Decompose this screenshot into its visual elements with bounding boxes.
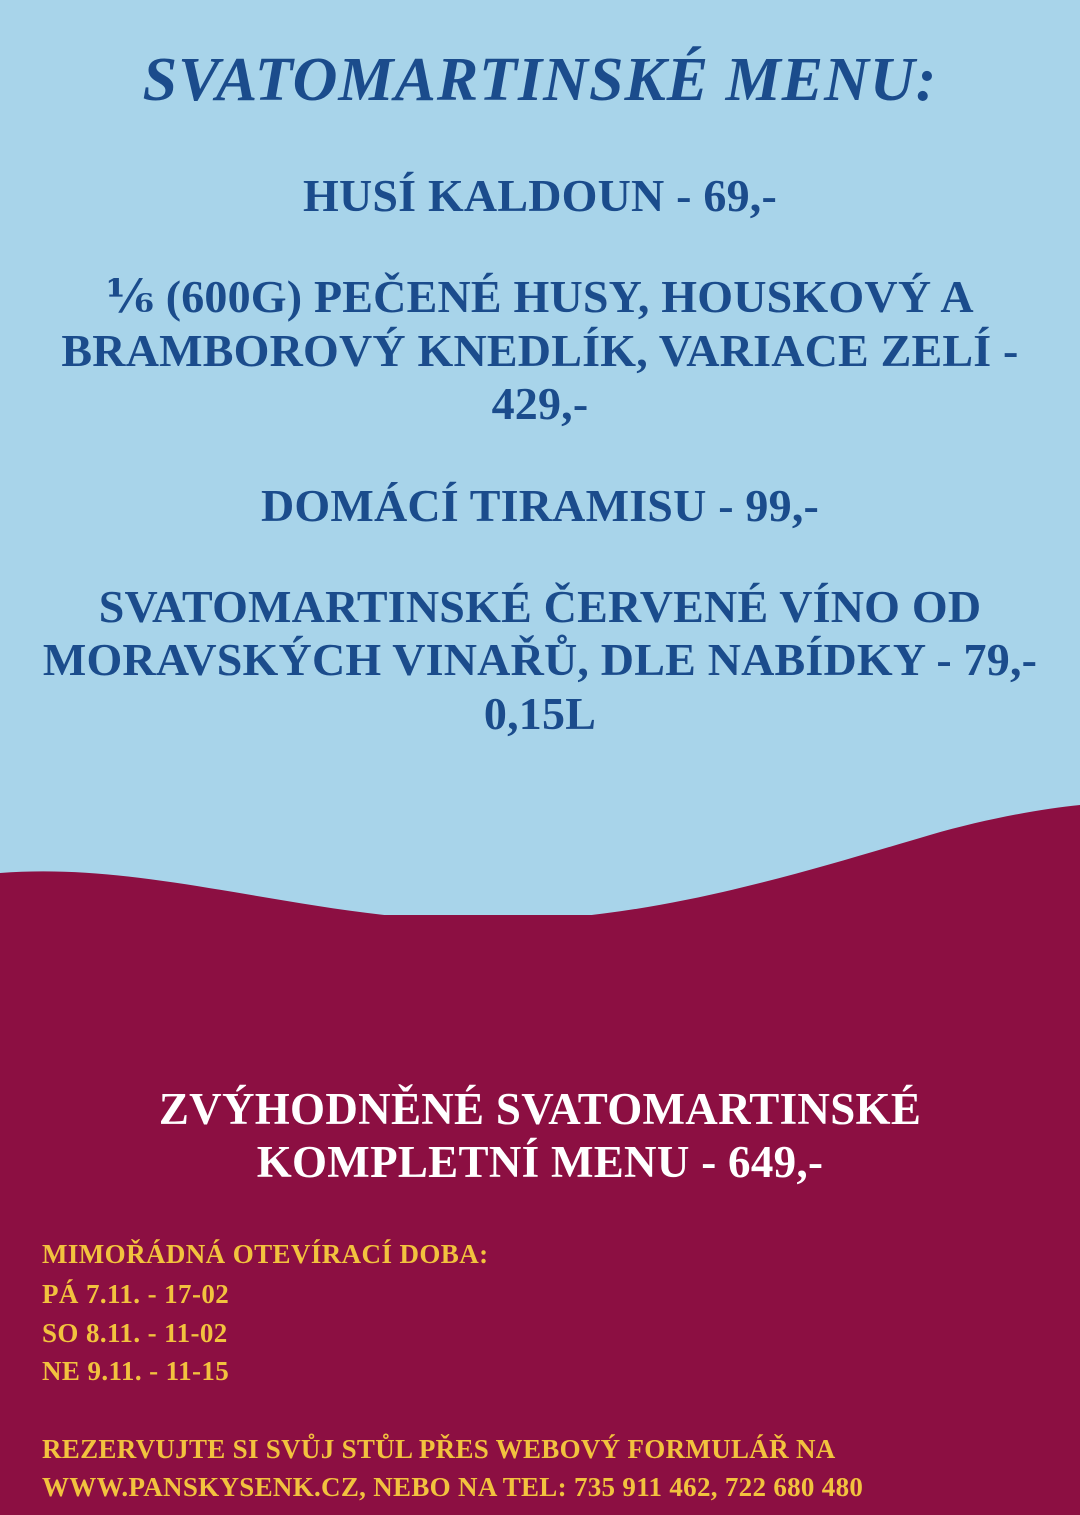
opening-hours-title: MIMOŘÁDNÁ OTEVÍRACÍ DOBA: (42, 1239, 489, 1269)
opening-hours-line-sunday: NE 9.11. - 11-15 (42, 1355, 230, 1386)
menu-item-wine: SVATOMARTINSKÉ ČERVENÉ VÍNO OD MORAVSKÝCH VINAŘŮ, DLE NABÍDKY - 79,- 0,15L (42, 580, 1038, 739)
opening-hours-line-saturday: SO 8.11. - 11-02 (42, 1317, 228, 1348)
info-section (0, 795, 1080, 1515)
menu-item-kaldoun: HUSÍ KALDOUN - 69,- (302, 170, 778, 222)
opening-hours (42, 1235, 489, 1390)
page-title: SVATOMARTINSKÉ MENU: (142, 46, 938, 114)
reservation-info (42, 1430, 1042, 1507)
menu-item-tiramisu: DOMÁCÍ TIRAMISU - 99,- (260, 479, 820, 531)
menu-item-goose: ⅙ (600G) PEČENÉ HUSY, HOUSKOVÝ A BRAMBOROVÝ KNEDLÍK, VARIACE ZELÍ - 429,- (61, 271, 1019, 430)
reservation-line-2: WWW.PANSKYSENK.CZ, NEBO NA TEL: 735 911 462, 722 680 480 (42, 1472, 864, 1503)
bottom-content (0, 795, 1080, 1515)
menu-list (0, 169, 1080, 740)
reservation-line-1: REZERVUJTE SI SVŮJ STŮL PŘES WEBOVÝ FORMULÁŘ NA (42, 1434, 836, 1464)
deal-headline: ZVÝHODNĚNÉ SVATOMARTINSKÉ KOMPLETNÍ MENU - 649,- (158, 1084, 922, 1188)
opening-hours-line-friday: PÁ 7.11. - 17-02 (42, 1279, 230, 1310)
